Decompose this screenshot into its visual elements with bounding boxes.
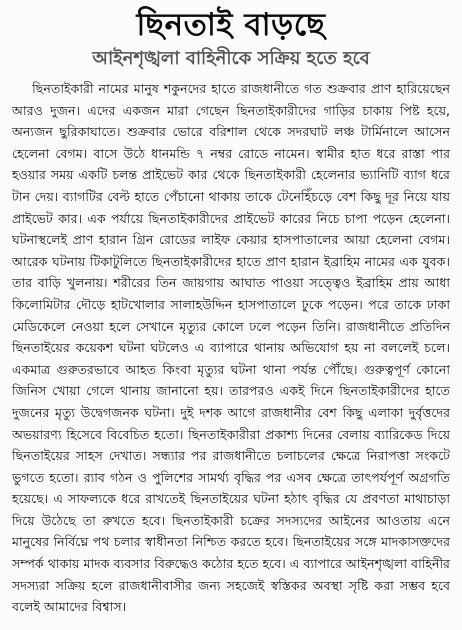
article-paragraph: ছিনতাইকারী নামের মানুষ শকুনদের হাতে রাজধানীতে গত শুক্রবার প্রাণ হারিয়েছেন আরও দুজন। এদের একজন মারা গেছেন ছিনতাইকারীদের গাড়ির চাকায় পিষ্ট হয়ে, অন্যজন ছুরিকাঘাতে। শুক্রবার ভোরে বরিশাল থেকে সদরঘাট লঞ্চ টার্মিনালে আসেন হেলেনা বেগম। বাসে উঠে ধানমন্ডি ৭ নম্বর রোডে নামেন। স্বামীর হাত ধরে রাস্তা পার হওয়ার সময় একটি চলন্ত প্রাইভেট কার থেকে ছিনতাইকারী হেলেনার ভ্যানিটি ব্যাগ ধরে টান দেয়। ব্যাগটির বেল্ট হাতে পেঁচানো থাকায় তাকে টেনেহিঁচড়ে বেশ কিছু দূর নিয়ে যায় প্রাইভেট কার। এক পর্যায়ে ছিনতাইকারীদের প্রাইভেট কারের নিচে চাপা পড়েন হেলেনা। ঘটনাস্থলেই প্রাণ হারান গ্রিন রোডের লাইফ কেয়ার হাসপাতালের আয়া হেলেনা বেগম। আরেক ঘটনায় টিকাটুলিতে ছিনতাইকারীদের হাতে প্রাণ হারান ইব্রাহিম নামের এক যুবক। তার বাড়ি খুলনায়। শরীরের তিন জায়গায় আঘাত পাওয়া সত্ত্বেও ইব্রাহিম প্রায় আধা কিলোমিটার দৌড়ে হাটখোলার সালাহউদ্দিন হাসপাতালে ঢুকে পড়েন। পরে তাকে ঢাকা মেডিকেলে নেওয়া হলে সেখানে মৃত্যুর কোলে ঢলে পড়েন তিনি। রাজধানীতে প্রতিদিন ছিনতাইয়ের কয়েকশ ঘটনা ঘটলেও এ ব্যাপারে থানায় অভিযোগ হয় না বললেই চলে। একমাত্র গুরুতরভাবে আহত কিংবা মৃত্যুর ঘটনা থানা পর্যন্ত পৌঁছে। গুরুত্বপূর্ণ কোনো জিনিস খোয়া গেলে থানায় জানানো হয়। তারপরও একই দিনে ছিনতাইকারীদের হাতে দুজনের মৃত্যু উদ্বেগজনক ঘটনা। দুই দশক আগে রাজধানীর বেশ কিছু এলাকা দুর্বৃত্তদের অভয়ারণ্য হিসেবে বিবেচিত হতো। ছিনতাইকারীরা প্রকাশ্য দিনের বেলায় ব্যারিকেড দিয়ে ছিনতাইয়ের সাহস দেখাত। সন্ধ্যার পর রাজধানীতে চলাচলের ক্ষেত্রে নিরাপত্তা সংকটে ভুগতে হতো। র‍্যাব গঠন ও পুলিশের সামর্থ্য বৃদ্ধির পর এসব ক্ষেত্রে তাৎপর্যপূর্ণ অগ্রগতি হয়েছে। এ সাফল্যকে ধরে রাখতেই ছিনতাইয়ের ঘটনা হঠাৎ বৃদ্ধির যে প্রবণতা মাথাচাড়া দিয়ে উঠেছে তা রুখতে হবে। ছিনতাইকারী চক্রের সদস্যদের আইনের আওতায় এনে মানুষের নির্বিঘ্নে পথ চলার স্বাধীনতা নিশ্চিত করতে হবে। ছিনতাইয়ের সঙ্গে মাদকাসক্তদের সম্পর্ক থাকায় মাদক ব্যবসার বিরুদ্ধেও কঠোর হতে হবে। এ ব্যাপারে আইনশৃঙ্খলা বাহিনীর সদস্যরা সক্রিয় হলে রাজধানীবাসীর জন্য সহজেই স্বস্তিকর অবস্থা সৃষ্টি করা সম্ভব হবে বলেই আমাদের বিশ্বাস। (12, 81, 450, 615)
article-body (12, 78, 450, 618)
subheadline: আইনশৃঙ্খলা বাহিনীকে সক্রিয় হতে হবে (92, 48, 370, 69)
headline: ছিনতাই বাড়ছে (136, 7, 326, 43)
